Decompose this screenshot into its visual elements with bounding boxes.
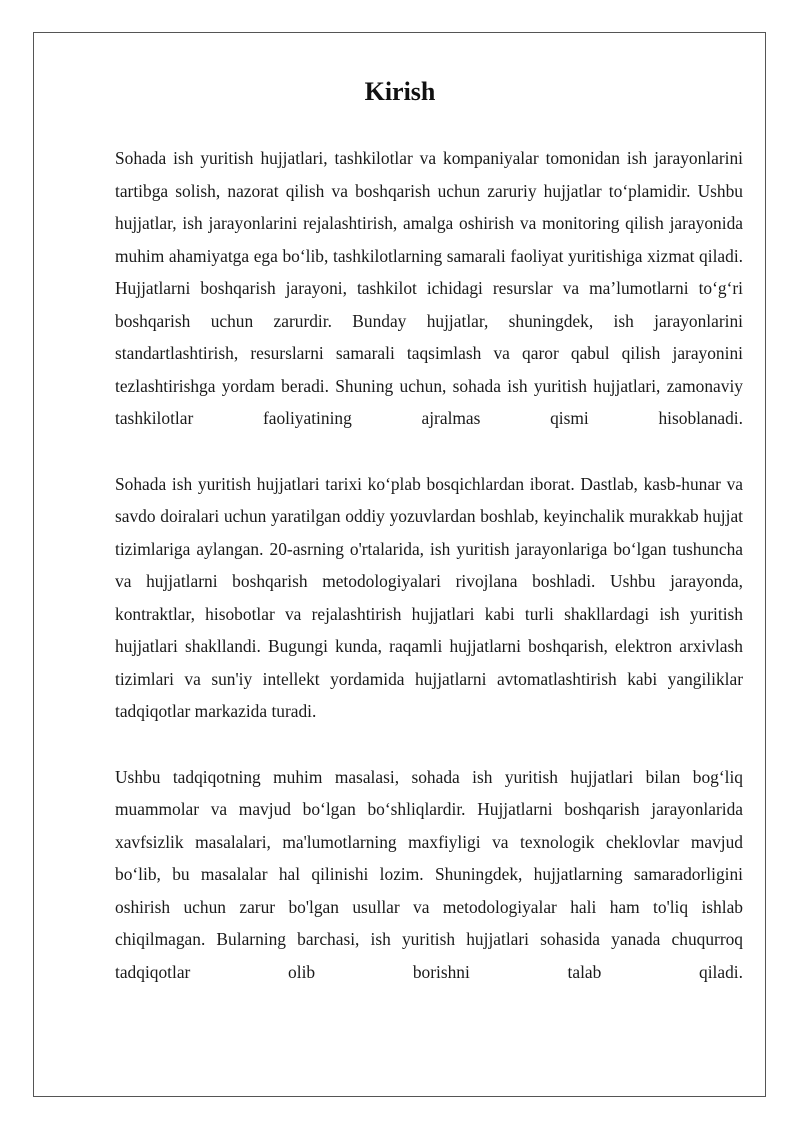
paragraph-2: Sohada ish yuritish hujjatlari tarixi ko‘plab bosqichlardan iborat. Dastlab, kasb-hunar va savdo doiralari uchun yaratilgan oddiy yozuvlardan boshlab, keyinchalik murakkab hujjat tizimlariga aylangan. 20-asrning o'rtalarida, ish yuritish jarayonlariga bo‘lgan tushuncha va hujjatlarni boshqarish metodologiyalari rivojlana boshladi. Ushbu jarayonda, kontraktlar, hisobotlar va rejalashtirish hujjatlari kabi turli shakllardagi ish yuritish hujjatlari shakllandi. Bugungi kunda, raqamli hujjatlarni boshqarish, elektron arxivlash tizimlari va sun'iy intellekt yordamida hujjatlarni avtomatlashtirish kabi yangiliklar tadqiqotlar markazida turadi. [115,473,743,721]
page-title: Kirish [364,77,436,106]
paragraph-1: Sohada ish yuritish hujjatlari, tashkilotlar va kompaniyalar tomonidan ish jarayonlarini tartibga solish, nazorat qilish va boshqarish uchun zaruriy hujjatlar to‘plamidir. Ushbu hujjatlar, ish jarayonlarini rejalashtirish, amalga oshirish va monitoring qilish jarayonida muhim ahamiyatga ega bo‘lib, tashkilotlarning samarali faoliyat yuritishiga xizmat qiladi. Hujjatlarni boshqarish jarayoni, tashkilot ichidagi resurslar va ma’lumotlarni to‘g‘ri boshqarish uchun zarurdir. Bunday hujjatlar, shuningdek, ish jarayonlarini standartlashtirish, resurslarni samarali taqsimlash va qaror qabul qilish jarayonini tezlashtirishga yordam beradi. Shuning uchun, sohada ish yuritish hujjatlari, zamonaviy tashkilotlar faoliyatining ajralmas qismi hisoblanadi. [115,148,743,428]
paragraph-3: Ushbu tadqiqotning muhim masalasi, sohada ish yuritish hujjatlari bilan bog‘liq muammolar va mavjud bo‘lgan bo‘shliqlardir. Hujjatlarni boshqarish jarayonlarida xavfsizlik masalalari, ma'lumotlarning maxfiyligi va texnologik cheklovlar mavjud bo‘lib, bu masalalar hal qilinishi lozim. Shuningdek, hujjatlarning samaradorligini oshirish uchun zarur bo'lgan usullar va metodologiyalar hali ham to'liq ishlab chiqilmagan. Bularning barchasi, ish yuritish hujjatlari sohasida yanada chuqurroq tadqiqotlar olib borishni talab qiladi. [115,766,743,982]
document-body [115,142,743,988]
